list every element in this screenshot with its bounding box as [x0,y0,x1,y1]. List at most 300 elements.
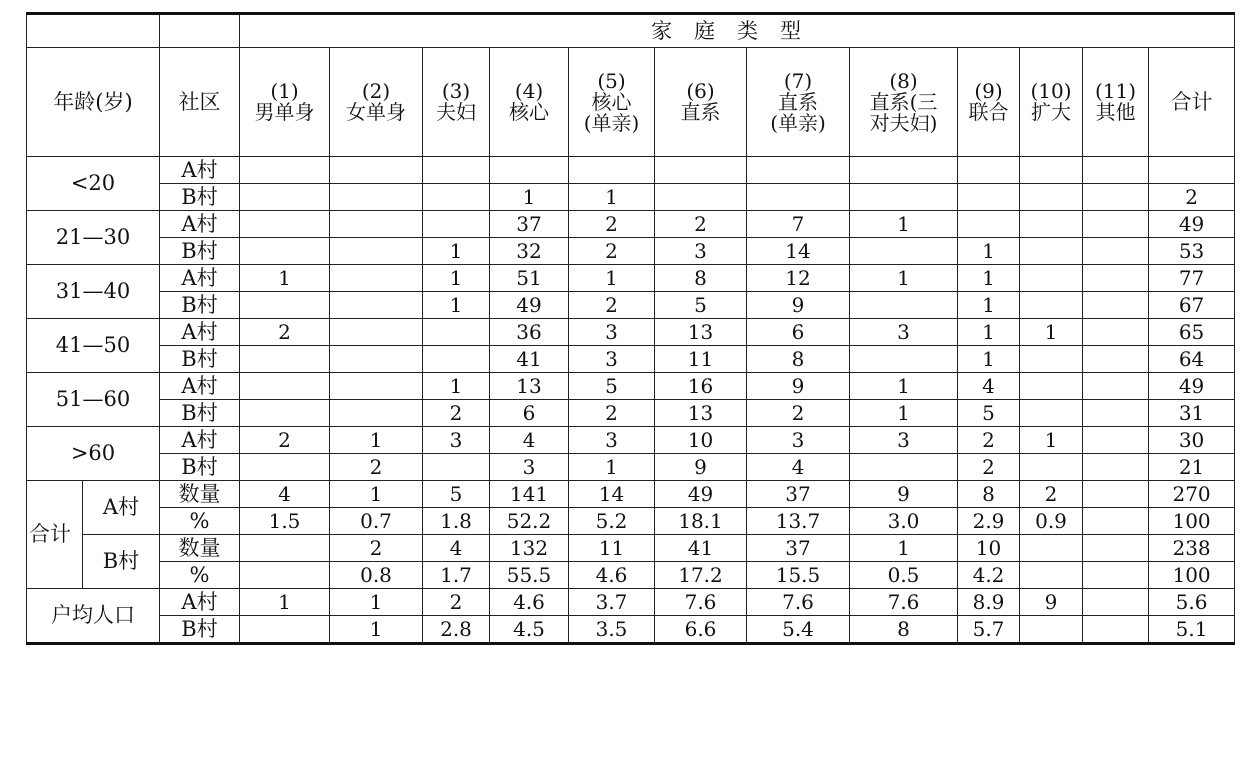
totals-village-label: A村 [83,481,160,535]
table-cell [330,211,423,238]
table-cell [423,211,490,238]
table-cell [1083,184,1149,211]
household-type-table-container [26,12,1234,645]
table-cell [850,238,958,265]
column-number: (6) [686,79,715,103]
table-cell: 1 [240,589,330,616]
table-row [27,292,1235,319]
table-row [27,373,1235,400]
age-group-label: 41—50 [27,319,160,373]
total-column-header: 合计 [1149,48,1235,157]
table-cell: 3 [850,427,958,454]
table-cell [1020,292,1083,319]
table-cell: 2 [569,211,655,238]
village-label: B村 [160,238,240,265]
table-cell [1020,238,1083,265]
table-cell [330,346,423,373]
table-cell [1083,211,1149,238]
table-cell: 10 [958,535,1020,562]
column-header-4 [490,48,569,157]
table-cell: 14 [747,238,850,265]
table-row [27,211,1235,238]
row-total-cell: 238 [1149,535,1235,562]
table-cell: 3 [850,319,958,346]
table-cell [850,184,958,211]
table-cell: 14 [569,481,655,508]
column-name: 核心 [591,89,632,114]
table-cell [240,346,330,373]
table-row [27,400,1235,427]
table-cell [1083,238,1149,265]
totals-kind-label: % [160,508,240,535]
table-cell [423,346,490,373]
village-label: B村 [160,400,240,427]
village-label: A村 [160,427,240,454]
column-header-3 [423,48,490,157]
table-cell: 41 [490,346,569,373]
table-cell [1083,265,1149,292]
column-name: 直系 [680,100,721,124]
table-cell: 1 [423,373,490,400]
table-cell: 5.2 [569,508,655,535]
column-name: 夫妇 [436,100,476,124]
table-cell: 4.6 [569,562,655,589]
table-cell: 2 [240,319,330,346]
column-number: (3) [441,79,471,103]
table-cell: 1 [958,238,1020,265]
table-row [27,508,1235,535]
table-cell [1020,373,1083,400]
table-cell [1020,562,1083,589]
column-number: (9) [974,79,1003,103]
table-cell: 3.0 [850,508,958,535]
table-cell: 2 [240,427,330,454]
table-cell: 1 [423,292,490,319]
table-row [27,562,1235,589]
table-cell [240,562,330,589]
table-cell: 1 [850,400,958,427]
table-body [27,14,1235,644]
table-cell: 10 [655,427,747,454]
table-cell: 2.8 [423,616,490,644]
table-cell: 7.6 [655,589,747,616]
table-row [27,265,1235,292]
table-cell: 37 [747,535,850,562]
table-cell [1083,427,1149,454]
column-number: (10) [1030,79,1072,103]
table-row [27,616,1235,644]
row-total-cell: 270 [1149,481,1235,508]
table-cell: 37 [490,211,569,238]
table-cell: 49 [655,481,747,508]
totals-label: 合计 [27,481,83,589]
table-cell: 2 [958,454,1020,481]
table-cell: 5.4 [747,616,850,644]
table-cell: 4.5 [490,616,569,644]
table-cell: 141 [490,481,569,508]
table-cell [423,184,490,211]
table-cell: 2 [747,400,850,427]
table-cell: 2 [423,589,490,616]
community-blank-top [160,14,240,48]
column-name: 直系(三 [869,89,938,114]
village-label: B村 [160,346,240,373]
table-cell: 0.7 [330,508,423,535]
table-cell: 2 [330,454,423,481]
age-header: 年龄(岁) [27,48,160,157]
table-cell [1020,454,1083,481]
table-cell [1020,157,1083,184]
table-cell: 8 [850,616,958,644]
table-cell [1083,562,1149,589]
table-cell: 1 [850,265,958,292]
column-name-line2: (单亲) [770,110,826,135]
table-cell [240,373,330,400]
table-cell: 8 [958,481,1020,508]
table-cell: 4 [490,427,569,454]
table-cell: 13 [655,319,747,346]
table-cell: 4.2 [958,562,1020,589]
table-cell: 3 [490,454,569,481]
table-cell [240,211,330,238]
village-label: B村 [160,454,240,481]
age-group-label: <20 [27,157,160,211]
table-cell: 9 [655,454,747,481]
village-label: A村 [160,211,240,238]
row-total-cell [1149,157,1235,184]
community-header: 社区 [160,48,240,157]
table-cell: 1 [569,184,655,211]
table-cell [569,157,655,184]
table-cell: 3 [569,346,655,373]
table-cell [1083,373,1149,400]
table-cell [850,346,958,373]
table-cell [330,400,423,427]
table-cell: 1 [330,589,423,616]
totals-village-label: B村 [83,535,160,589]
table-cell [1020,400,1083,427]
table-cell: 3 [423,427,490,454]
table-cell [1020,211,1083,238]
table-cell [1083,400,1149,427]
village-label: A村 [160,373,240,400]
table-cell: 4 [423,535,490,562]
table-cell: 3 [569,319,655,346]
table-cell: 6.6 [655,616,747,644]
table-cell: 1.7 [423,562,490,589]
row-total-cell: 100 [1149,508,1235,535]
column-header-11 [1083,48,1149,157]
row-total-cell: 30 [1149,427,1235,454]
table-cell: 2 [655,211,747,238]
table-cell: 1 [569,265,655,292]
table-cell [330,319,423,346]
table-row [27,589,1235,616]
table-row [27,184,1235,211]
village-label: A村 [160,319,240,346]
row-total-cell: 49 [1149,373,1235,400]
table-row [27,481,1235,508]
table-cell: 51 [490,265,569,292]
table-cell: 0.5 [850,562,958,589]
table-cell [850,157,958,184]
totals-kind-label: % [160,562,240,589]
table-cell: 8 [747,346,850,373]
row-total-cell: 53 [1149,238,1235,265]
household-size-label: 户均人口 [27,589,160,644]
column-header-9 [958,48,1020,157]
table-cell [958,184,1020,211]
table-cell [330,373,423,400]
column-name: 直系 [778,89,818,114]
table-cell [240,238,330,265]
column-name-line2: (单亲) [583,110,640,135]
table-cell: 8 [655,265,747,292]
table-cell [240,184,330,211]
row-total-cell: 77 [1149,265,1235,292]
table-row [27,238,1235,265]
table-cell: 1 [423,265,490,292]
table-cell: 1 [490,184,569,211]
table-cell [850,292,958,319]
table-cell [423,454,490,481]
table-cell: 13.7 [747,508,850,535]
table-cell: 15.5 [747,562,850,589]
table-cell [240,400,330,427]
table-cell: 132 [490,535,569,562]
table-cell: 0.8 [330,562,423,589]
table-cell: 6 [747,319,850,346]
column-number: (5) [597,68,626,93]
table-cell: 1 [850,373,958,400]
table-cell: 17.2 [655,562,747,589]
table-cell [330,184,423,211]
table-cell: 5 [569,373,655,400]
table-cell [1020,616,1083,644]
table-cell [1020,265,1083,292]
column-number: (7) [783,68,813,93]
table-cell [490,157,569,184]
table-cell [423,157,490,184]
table-cell [240,157,330,184]
row-total-cell: 31 [1149,400,1235,427]
table-cell: 18.1 [655,508,747,535]
table-cell: 37 [747,481,850,508]
table-cell [240,535,330,562]
column-header-1 [240,48,330,157]
table-cell: 1 [958,265,1020,292]
table-cell: 1 [1020,319,1083,346]
column-number: (1) [270,79,299,103]
row-total-cell: 100 [1149,562,1235,589]
village-label: B村 [160,184,240,211]
table-cell: 1.8 [423,508,490,535]
table-cell [958,211,1020,238]
table-cell: 2 [1020,481,1083,508]
table-cell [1083,454,1149,481]
table-cell: 2 [569,400,655,427]
table-cell [1083,346,1149,373]
table-cell: 1 [850,211,958,238]
table-cell: 1 [958,319,1020,346]
table-cell: 36 [490,319,569,346]
table-cell: 2 [423,400,490,427]
table-cell [1083,535,1149,562]
table-cell: 5 [655,292,747,319]
table-cell: 4.6 [490,589,569,616]
table-cell: 11 [569,535,655,562]
column-name: 核心 [509,100,549,124]
row-total-cell: 5.1 [1149,616,1235,644]
household-type-table [26,12,1235,645]
column-name: 联合 [968,100,1009,124]
table-cell: 0.9 [1020,508,1083,535]
table-cell [1020,346,1083,373]
table-cell: 9 [850,481,958,508]
table-cell: 3 [569,427,655,454]
village-label: A村 [160,157,240,184]
column-number: (11) [1094,79,1137,103]
column-name: 扩大 [1031,100,1071,124]
table-cell [1083,616,1149,644]
village-label: A村 [160,589,240,616]
table-row [27,427,1235,454]
table-cell [655,157,747,184]
table-cell [240,292,330,319]
village-label: A村 [160,265,240,292]
table-cell: 1 [958,292,1020,319]
table-cell [330,157,423,184]
table-cell: 3.7 [569,589,655,616]
village-label: B村 [160,292,240,319]
column-header-2 [330,48,423,157]
table-cell: 2.9 [958,508,1020,535]
table-cell [850,454,958,481]
age-group-label: 21—30 [27,211,160,265]
table-cell: 2 [569,292,655,319]
table-cell: 9 [747,292,850,319]
table-cell: 1 [330,427,423,454]
row-total-cell: 21 [1149,454,1235,481]
table-cell [240,616,330,644]
table-cell [747,157,850,184]
table-cell: 9 [1020,589,1083,616]
table-cell [423,319,490,346]
table-cell: 1.5 [240,508,330,535]
column-number: (4) [514,79,544,103]
table-cell: 3 [655,238,747,265]
table-cell [1083,319,1149,346]
table-cell [330,238,423,265]
table-cell [1083,157,1149,184]
table-cell: 4 [240,481,330,508]
column-name-line2: 对夫妇) [869,110,938,135]
column-header-5 [569,48,655,157]
table-cell: 4 [747,454,850,481]
table-cell: 7.6 [850,589,958,616]
table-cell [330,292,423,319]
totals-kind-label: 数量 [160,535,240,562]
column-number: (8) [889,68,918,93]
table-cell: 5 [423,481,490,508]
table-cell: 5.7 [958,616,1020,644]
row-total-cell: 65 [1149,319,1235,346]
table-cell: 41 [655,535,747,562]
table-cell: 1 [1020,427,1083,454]
column-name: 其他 [1095,100,1136,124]
table-row [27,157,1235,184]
table-cell: 3 [747,427,850,454]
table-cell: 1 [850,535,958,562]
family-type-super-header: 家庭类型 [240,14,1235,48]
column-header-6 [655,48,747,157]
table-cell: 55.5 [490,562,569,589]
table-cell: 2 [569,238,655,265]
table-cell [1083,481,1149,508]
table-cell: 32 [490,238,569,265]
table-cell [330,265,423,292]
age-group-label: 31—40 [27,265,160,319]
table-cell: 2 [330,535,423,562]
table-cell: 12 [747,265,850,292]
table-cell [747,184,850,211]
table-cell [1083,292,1149,319]
totals-kind-label: 数量 [160,481,240,508]
column-number: (2) [361,79,391,103]
column-header-7 [747,48,850,157]
age-group-label: 51—60 [27,373,160,427]
table-cell [240,454,330,481]
row-total-cell: 49 [1149,211,1235,238]
village-label: B村 [160,616,240,644]
table-cell: 9 [747,373,850,400]
table-cell: 2 [958,427,1020,454]
corner-blank-top [27,14,160,48]
table-cell: 8.9 [958,589,1020,616]
row-total-cell: 67 [1149,292,1235,319]
table-cell: 13 [655,400,747,427]
table-cell [1020,535,1083,562]
table-cell: 6 [490,400,569,427]
row-total-cell: 64 [1149,346,1235,373]
table-cell [655,184,747,211]
table-row [27,319,1235,346]
table-row [27,454,1235,481]
table-row [27,346,1235,373]
table-cell: 11 [655,346,747,373]
table-cell [1020,184,1083,211]
table-cell [1083,589,1149,616]
column-name: 男单身 [254,100,315,124]
table-cell [1083,508,1149,535]
row-total-cell: 2 [1149,184,1235,211]
column-name: 女单身 [346,100,406,124]
table-cell: 49 [490,292,569,319]
age-group-label: >60 [27,427,160,481]
table-cell: 4 [958,373,1020,400]
table-cell: 1 [240,265,330,292]
table-cell: 13 [490,373,569,400]
table-cell: 16 [655,373,747,400]
table-cell [958,157,1020,184]
table-cell: 7.6 [747,589,850,616]
column-header-10 [1020,48,1083,157]
table-cell: 1 [330,616,423,644]
table-row [27,535,1235,562]
table-cell: 1 [423,238,490,265]
table-cell: 1 [569,454,655,481]
table-cell: 5 [958,400,1020,427]
